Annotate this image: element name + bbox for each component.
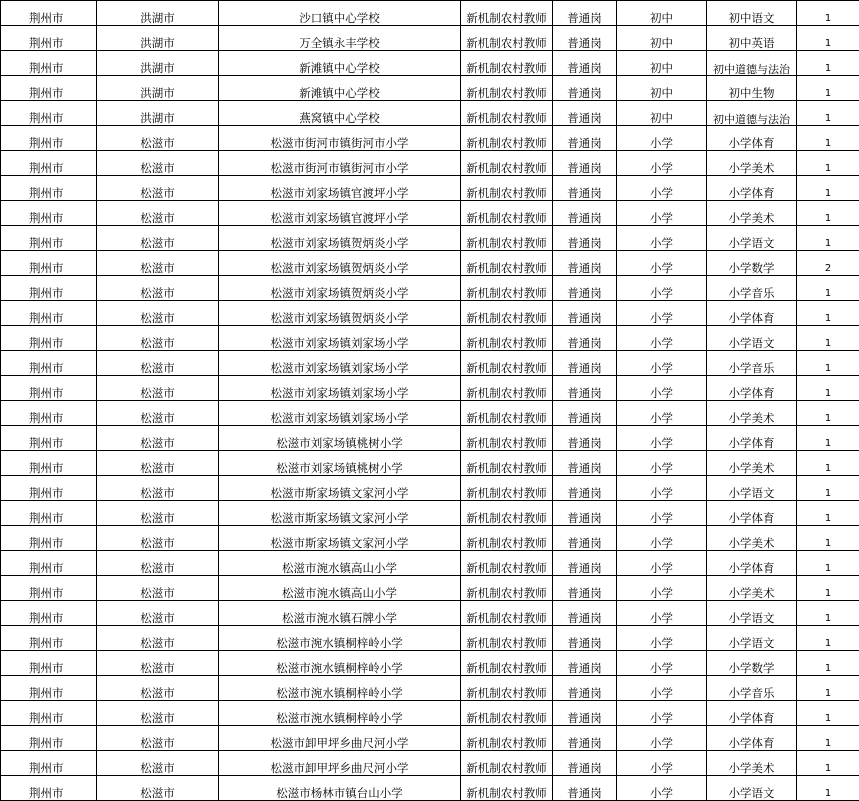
post-cell[interactable]: 普通岗: [553, 51, 617, 76]
position-type-cell[interactable]: 新机制农村教师: [461, 501, 553, 526]
city-cell[interactable]: 荆州市: [1, 451, 97, 476]
position-type-cell[interactable]: 新机制农村教师: [461, 601, 553, 626]
school-cell[interactable]: 松滋市刘家场镇桃树小学: [219, 451, 461, 476]
position-type-cell[interactable]: 新机制农村教师: [461, 776, 553, 801]
county-cell[interactable]: 松滋市: [97, 501, 219, 526]
school-cell[interactable]: 松滋市街河市镇街河市小学: [219, 151, 461, 176]
county-cell[interactable]: 洪湖市: [97, 26, 219, 51]
school-cell[interactable]: 松滋市涴水镇桐梓岭小学: [219, 651, 461, 676]
subject-cell[interactable]: 小学数学: [707, 651, 797, 676]
table-row: [1, 401, 859, 426]
subject-cell[interactable]: 小学语文: [707, 476, 797, 501]
position-type-cell[interactable]: 新机制农村教师: [461, 276, 553, 301]
count-cell[interactable]: 1: [797, 551, 859, 576]
position-type-cell[interactable]: 新机制农村教师: [461, 751, 553, 776]
position-type-cell[interactable]: 新机制农村教师: [461, 401, 553, 426]
post-cell[interactable]: 普通岗: [553, 726, 617, 751]
county-cell[interactable]: 松滋市: [97, 751, 219, 776]
city-cell[interactable]: 荆州市: [1, 776, 97, 801]
post-cell[interactable]: 普通岗: [553, 1, 617, 26]
count-cell[interactable]: 1: [797, 426, 859, 451]
count-cell[interactable]: 1: [797, 476, 859, 501]
subject-cell[interactable]: 小学音乐: [707, 676, 797, 701]
table-row: [1, 376, 859, 401]
county-cell[interactable]: 松滋市: [97, 601, 219, 626]
position-type-cell[interactable]: 新机制农村教师: [461, 51, 553, 76]
school-cell[interactable]: 松滋市刘家场镇刘家场小学: [219, 401, 461, 426]
table-row: [1, 176, 859, 201]
county-cell[interactable]: 松滋市: [97, 401, 219, 426]
count-cell[interactable]: 1: [797, 101, 859, 126]
post-cell[interactable]: 普通岗: [553, 276, 617, 301]
count-cell[interactable]: 1: [797, 701, 859, 726]
table-row: [1, 726, 859, 751]
school-cell[interactable]: 松滋市刘家场镇桃树小学: [219, 426, 461, 451]
table-row: [1, 776, 859, 801]
city-cell[interactable]: 荆州市: [1, 601, 97, 626]
count-cell[interactable]: 1: [797, 176, 859, 201]
position-type-cell[interactable]: 新机制农村教师: [461, 301, 553, 326]
level-cell[interactable]: 初中: [617, 76, 707, 101]
table-row: [1, 501, 859, 526]
table-row: [1, 476, 859, 501]
count-cell[interactable]: 1: [797, 676, 859, 701]
level-cell[interactable]: 小学: [617, 576, 707, 601]
school-cell[interactable]: 松滋市刘家场镇贺炳炎小学: [219, 226, 461, 251]
subject-cell[interactable]: 小学美术: [707, 451, 797, 476]
position-type-cell[interactable]: 新机制农村教师: [461, 326, 553, 351]
position-type-cell[interactable]: 新机制农村教师: [461, 76, 553, 101]
school-cell[interactable]: 松滋市涴水镇高山小学: [219, 576, 461, 601]
school-cell[interactable]: 松滋市刘家场镇官渡坪小学: [219, 201, 461, 226]
city-cell[interactable]: 荆州市: [1, 551, 97, 576]
table-row: [1, 251, 859, 276]
position-type-cell[interactable]: 新机制农村教师: [461, 101, 553, 126]
school-cell[interactable]: 松滋市涴水镇桐梓岭小学: [219, 626, 461, 651]
count-cell[interactable]: 1: [797, 651, 859, 676]
table-row: [1, 676, 859, 701]
level-cell[interactable]: 初中: [617, 26, 707, 51]
level-cell[interactable]: 小学: [617, 151, 707, 176]
school-cell[interactable]: 松滋市斯家场镇文家河小学: [219, 501, 461, 526]
count-cell[interactable]: 1: [797, 776, 859, 801]
position-type-cell[interactable]: 新机制农村教师: [461, 426, 553, 451]
position-type-cell[interactable]: 新机制农村教师: [461, 626, 553, 651]
county-cell[interactable]: 松滋市: [97, 626, 219, 651]
subject-cell[interactable]: 初中道德与法治: [707, 101, 797, 126]
subject-cell[interactable]: 小学数学: [707, 251, 797, 276]
table-row: [1, 76, 859, 101]
subject-cell[interactable]: 小学体育: [707, 726, 797, 751]
school-cell[interactable]: 松滋市涴水镇高山小学: [219, 551, 461, 576]
position-type-cell[interactable]: 新机制农村教师: [461, 676, 553, 701]
subject-cell[interactable]: 小学美术: [707, 751, 797, 776]
position-type-cell[interactable]: 新机制农村教师: [461, 26, 553, 51]
post-cell[interactable]: 普通岗: [553, 501, 617, 526]
table-body: [1, 1, 859, 801]
table-row: [1, 426, 859, 451]
city-cell[interactable]: 荆州市: [1, 201, 97, 226]
school-cell[interactable]: 松滋市刘家场镇贺炳炎小学: [219, 276, 461, 301]
subject-cell[interactable]: 小学体育: [707, 551, 797, 576]
county-cell[interactable]: 洪湖市: [97, 101, 219, 126]
county-cell[interactable]: 松滋市: [97, 651, 219, 676]
position-type-cell[interactable]: 新机制农村教师: [461, 376, 553, 401]
table-row: [1, 301, 859, 326]
table-row: [1, 51, 859, 76]
subject-cell[interactable]: 小学语文: [707, 326, 797, 351]
count-cell[interactable]: 1: [797, 126, 859, 151]
school-cell[interactable]: 松滋市斯家场镇文家河小学: [219, 526, 461, 551]
subject-cell[interactable]: 小学音乐: [707, 276, 797, 301]
county-cell[interactable]: 松滋市: [97, 126, 219, 151]
position-type-cell[interactable]: 新机制农村教师: [461, 651, 553, 676]
table-row: [1, 651, 859, 676]
post-cell[interactable]: 普通岗: [553, 226, 617, 251]
table-row: [1, 326, 859, 351]
subject-cell[interactable]: 小学体育: [707, 376, 797, 401]
subject-cell[interactable]: 初中道德与法治: [707, 51, 797, 76]
position-type-cell[interactable]: 新机制农村教师: [461, 176, 553, 201]
level-cell[interactable]: 小学: [617, 601, 707, 626]
city-cell[interactable]: 荆州市: [1, 326, 97, 351]
school-cell[interactable]: 松滋市刘家场镇刘家场小学: [219, 376, 461, 401]
level-cell[interactable]: 小学: [617, 301, 707, 326]
city-cell[interactable]: 荆州市: [1, 426, 97, 451]
level-cell[interactable]: 小学: [617, 501, 707, 526]
school-cell[interactable]: 松滋市刘家场镇贺炳炎小学: [219, 301, 461, 326]
school-cell[interactable]: 松滋市涴水镇桐梓岭小学: [219, 676, 461, 701]
city-cell[interactable]: 荆州市: [1, 176, 97, 201]
county-cell[interactable]: 松滋市: [97, 301, 219, 326]
level-cell[interactable]: 小学: [617, 701, 707, 726]
city-cell[interactable]: 荆州市: [1, 76, 97, 101]
school-cell[interactable]: 新滩镇中心学校: [219, 76, 461, 101]
city-cell[interactable]: 荆州市: [1, 251, 97, 276]
count-cell[interactable]: 1: [797, 151, 859, 176]
post-cell[interactable]: 普通岗: [553, 576, 617, 601]
level-cell[interactable]: 小学: [617, 226, 707, 251]
position-type-cell[interactable]: 新机制农村教师: [461, 551, 553, 576]
table-row: [1, 126, 859, 151]
city-cell[interactable]: 荆州市: [1, 501, 97, 526]
position-type-cell[interactable]: 新机制农村教师: [461, 701, 553, 726]
county-cell[interactable]: 松滋市: [97, 151, 219, 176]
county-cell[interactable]: 松滋市: [97, 201, 219, 226]
count-cell[interactable]: 1: [797, 401, 859, 426]
post-cell[interactable]: 普通岗: [553, 201, 617, 226]
county-cell[interactable]: 松滋市: [97, 276, 219, 301]
level-cell[interactable]: 小学: [617, 376, 707, 401]
post-cell[interactable]: 普通岗: [553, 301, 617, 326]
position-type-cell[interactable]: 新机制农村教师: [461, 1, 553, 26]
school-cell[interactable]: 松滋市涴水镇桐梓岭小学: [219, 701, 461, 726]
subject-cell[interactable]: 小学语文: [707, 776, 797, 801]
position-type-cell[interactable]: 新机制农村教师: [461, 476, 553, 501]
subject-cell[interactable]: 小学体育: [707, 701, 797, 726]
city-cell[interactable]: 荆州市: [1, 376, 97, 401]
county-cell[interactable]: 洪湖市: [97, 1, 219, 26]
count-cell[interactable]: 1: [797, 501, 859, 526]
subject-cell[interactable]: 小学体育: [707, 426, 797, 451]
post-cell[interactable]: 普通岗: [553, 776, 617, 801]
level-cell[interactable]: 小学: [617, 251, 707, 276]
subject-cell[interactable]: 小学体育: [707, 176, 797, 201]
subject-cell[interactable]: 小学美术: [707, 201, 797, 226]
city-cell[interactable]: 荆州市: [1, 701, 97, 726]
table-row: [1, 101, 859, 126]
count-cell[interactable]: 1: [797, 201, 859, 226]
county-cell[interactable]: 松滋市: [97, 176, 219, 201]
subject-cell[interactable]: 小学美术: [707, 151, 797, 176]
post-cell[interactable]: 普通岗: [553, 101, 617, 126]
table-row: [1, 226, 859, 251]
table-row: [1, 451, 859, 476]
post-cell[interactable]: 普通岗: [553, 426, 617, 451]
level-cell[interactable]: 小学: [617, 726, 707, 751]
school-cell[interactable]: 松滋市涴水镇石牌小学: [219, 601, 461, 626]
county-cell[interactable]: 松滋市: [97, 351, 219, 376]
position-type-cell[interactable]: 新机制农村教师: [461, 451, 553, 476]
count-cell[interactable]: 1: [797, 26, 859, 51]
level-cell[interactable]: 小学: [617, 201, 707, 226]
subject-cell[interactable]: 初中英语: [707, 26, 797, 51]
level-cell[interactable]: 小学: [617, 276, 707, 301]
post-cell[interactable]: 普通岗: [553, 151, 617, 176]
level-cell[interactable]: 小学: [617, 426, 707, 451]
level-cell[interactable]: 小学: [617, 776, 707, 801]
table-row: [1, 751, 859, 776]
post-cell[interactable]: 普通岗: [553, 701, 617, 726]
post-cell[interactable]: 普通岗: [553, 351, 617, 376]
county-cell[interactable]: 松滋市: [97, 526, 219, 551]
city-cell[interactable]: 荆州市: [1, 351, 97, 376]
position-type-cell[interactable]: 新机制农村教师: [461, 151, 553, 176]
level-cell[interactable]: 小学: [617, 126, 707, 151]
level-cell[interactable]: 小学: [617, 176, 707, 201]
count-cell[interactable]: 1: [797, 751, 859, 776]
county-cell[interactable]: 洪湖市: [97, 76, 219, 101]
school-cell[interactable]: 松滋市刘家场镇贺炳炎小学: [219, 251, 461, 276]
post-cell[interactable]: 普通岗: [553, 601, 617, 626]
table-row: [1, 276, 859, 301]
post-cell[interactable]: 普通岗: [553, 551, 617, 576]
city-cell[interactable]: 荆州市: [1, 676, 97, 701]
count-cell[interactable]: 1: [797, 1, 859, 26]
count-cell[interactable]: 1: [797, 576, 859, 601]
post-cell[interactable]: 普通岗: [553, 651, 617, 676]
city-cell[interactable]: 荆州市: [1, 226, 97, 251]
school-cell[interactable]: 松滋市斯家场镇文家河小学: [219, 476, 461, 501]
county-cell[interactable]: 松滋市: [97, 576, 219, 601]
county-cell[interactable]: 松滋市: [97, 701, 219, 726]
post-cell[interactable]: 普通岗: [553, 526, 617, 551]
county-cell[interactable]: 松滋市: [97, 226, 219, 251]
city-cell[interactable]: 荆州市: [1, 26, 97, 51]
school-cell[interactable]: 松滋市街河市镇街河市小学: [219, 126, 461, 151]
post-cell[interactable]: 普通岗: [553, 176, 617, 201]
subject-cell[interactable]: 初中语文: [707, 1, 797, 26]
count-cell[interactable]: 1: [797, 726, 859, 751]
table-row: [1, 151, 859, 176]
city-cell[interactable]: 荆州市: [1, 151, 97, 176]
city-cell[interactable]: 荆州市: [1, 526, 97, 551]
city-cell[interactable]: 荆州市: [1, 626, 97, 651]
county-cell[interactable]: 松滋市: [97, 726, 219, 751]
county-cell[interactable]: 松滋市: [97, 251, 219, 276]
position-type-cell[interactable]: 新机制农村教师: [461, 351, 553, 376]
table-row: [1, 551, 859, 576]
post-cell[interactable]: 普通岗: [553, 376, 617, 401]
city-cell[interactable]: 荆州市: [1, 726, 97, 751]
level-cell[interactable]: 小学: [617, 751, 707, 776]
table-row: [1, 26, 859, 51]
position-type-cell[interactable]: 新机制农村教师: [461, 226, 553, 251]
count-cell[interactable]: 1: [797, 276, 859, 301]
post-cell[interactable]: 普通岗: [553, 751, 617, 776]
level-cell[interactable]: 小学: [617, 626, 707, 651]
subject-cell[interactable]: 小学美术: [707, 526, 797, 551]
count-cell[interactable]: 1: [797, 301, 859, 326]
subject-cell[interactable]: 小学美术: [707, 401, 797, 426]
county-cell[interactable]: 松滋市: [97, 426, 219, 451]
school-cell[interactable]: 松滋市杨林市镇台山小学: [219, 776, 461, 801]
level-cell[interactable]: 小学: [617, 676, 707, 701]
subject-cell[interactable]: 小学音乐: [707, 351, 797, 376]
position-type-cell[interactable]: 新机制农村教师: [461, 201, 553, 226]
table-row: [1, 576, 859, 601]
subject-cell[interactable]: 小学语文: [707, 626, 797, 651]
county-cell[interactable]: 松滋市: [97, 376, 219, 401]
level-cell[interactable]: 小学: [617, 326, 707, 351]
count-cell[interactable]: 1: [797, 451, 859, 476]
table-row: [1, 626, 859, 651]
post-cell[interactable]: 普通岗: [553, 676, 617, 701]
subject-cell[interactable]: 小学美术: [707, 576, 797, 601]
city-cell[interactable]: 荆州市: [1, 651, 97, 676]
position-type-cell[interactable]: 新机制农村教师: [461, 526, 553, 551]
city-cell[interactable]: 荆州市: [1, 576, 97, 601]
table-row: [1, 526, 859, 551]
post-cell[interactable]: 普通岗: [553, 251, 617, 276]
city-cell[interactable]: 荆州市: [1, 301, 97, 326]
county-cell[interactable]: 松滋市: [97, 551, 219, 576]
count-cell[interactable]: 1: [797, 601, 859, 626]
count-cell[interactable]: 1: [797, 76, 859, 101]
subject-cell[interactable]: 小学语文: [707, 601, 797, 626]
school-cell[interactable]: 燕窝镇中心学校: [219, 101, 461, 126]
count-cell[interactable]: 1: [797, 376, 859, 401]
city-cell[interactable]: 荆州市: [1, 476, 97, 501]
school-cell[interactable]: 松滋市卸甲坪乡曲尺河小学: [219, 726, 461, 751]
county-cell[interactable]: 松滋市: [97, 326, 219, 351]
subject-cell[interactable]: 初中生物: [707, 76, 797, 101]
city-cell[interactable]: 荆州市: [1, 126, 97, 151]
city-cell[interactable]: 荆州市: [1, 51, 97, 76]
level-cell[interactable]: 小学: [617, 551, 707, 576]
school-cell[interactable]: 新滩镇中心学校: [219, 51, 461, 76]
count-cell[interactable]: 1: [797, 526, 859, 551]
table-row: [1, 701, 859, 726]
count-cell[interactable]: 1: [797, 226, 859, 251]
city-cell[interactable]: 荆州市: [1, 1, 97, 26]
school-cell[interactable]: 松滋市卸甲坪乡曲尺河小学: [219, 751, 461, 776]
count-cell[interactable]: 1: [797, 351, 859, 376]
county-cell[interactable]: 松滋市: [97, 776, 219, 801]
position-type-cell[interactable]: 新机制农村教师: [461, 576, 553, 601]
level-cell[interactable]: 小学: [617, 451, 707, 476]
position-type-cell[interactable]: 新机制农村教师: [461, 251, 553, 276]
table-row: [1, 1, 859, 26]
level-cell[interactable]: 初中: [617, 101, 707, 126]
level-cell[interactable]: 初中: [617, 1, 707, 26]
city-cell[interactable]: 荆州市: [1, 401, 97, 426]
school-cell[interactable]: 万全镇永丰学校: [219, 26, 461, 51]
post-cell[interactable]: 普通岗: [553, 626, 617, 651]
position-type-cell[interactable]: 新机制农村教师: [461, 126, 553, 151]
school-cell[interactable]: 松滋市刘家场镇刘家场小学: [219, 326, 461, 351]
post-cell[interactable]: 普通岗: [553, 126, 617, 151]
post-cell[interactable]: 普通岗: [553, 476, 617, 501]
county-cell[interactable]: 松滋市: [97, 451, 219, 476]
table-row: [1, 601, 859, 626]
table-row: [1, 351, 859, 376]
count-cell[interactable]: 1: [797, 51, 859, 76]
table-row: [1, 201, 859, 226]
school-cell[interactable]: 松滋市刘家场镇官渡坪小学: [219, 176, 461, 201]
level-cell[interactable]: 小学: [617, 651, 707, 676]
count-cell[interactable]: 1: [797, 326, 859, 351]
post-cell[interactable]: 普通岗: [553, 401, 617, 426]
subject-cell[interactable]: 小学体育: [707, 301, 797, 326]
county-cell[interactable]: 洪湖市: [97, 51, 219, 76]
post-cell[interactable]: 普通岗: [553, 26, 617, 51]
city-cell[interactable]: 荆州市: [1, 101, 97, 126]
level-cell[interactable]: 小学: [617, 401, 707, 426]
level-cell[interactable]: 初中: [617, 51, 707, 76]
school-cell[interactable]: 沙口镇中心学校: [219, 1, 461, 26]
city-cell[interactable]: 荆州市: [1, 276, 97, 301]
level-cell[interactable]: 小学: [617, 476, 707, 501]
level-cell[interactable]: 小学: [617, 351, 707, 376]
level-cell[interactable]: 小学: [617, 526, 707, 551]
post-cell[interactable]: 普通岗: [553, 76, 617, 101]
county-cell[interactable]: 松滋市: [97, 476, 219, 501]
position-type-cell[interactable]: 新机制农村教师: [461, 726, 553, 751]
post-cell[interactable]: 普通岗: [553, 326, 617, 351]
school-cell[interactable]: 松滋市刘家场镇刘家场小学: [219, 351, 461, 376]
subject-cell[interactable]: 小学体育: [707, 126, 797, 151]
city-cell[interactable]: 荆州市: [1, 751, 97, 776]
subject-cell[interactable]: 小学体育: [707, 501, 797, 526]
county-cell[interactable]: 松滋市: [97, 676, 219, 701]
count-cell[interactable]: 2: [797, 251, 859, 276]
subject-cell[interactable]: 小学语文: [707, 226, 797, 251]
count-cell[interactable]: 1: [797, 626, 859, 651]
post-cell[interactable]: 普通岗: [553, 451, 617, 476]
